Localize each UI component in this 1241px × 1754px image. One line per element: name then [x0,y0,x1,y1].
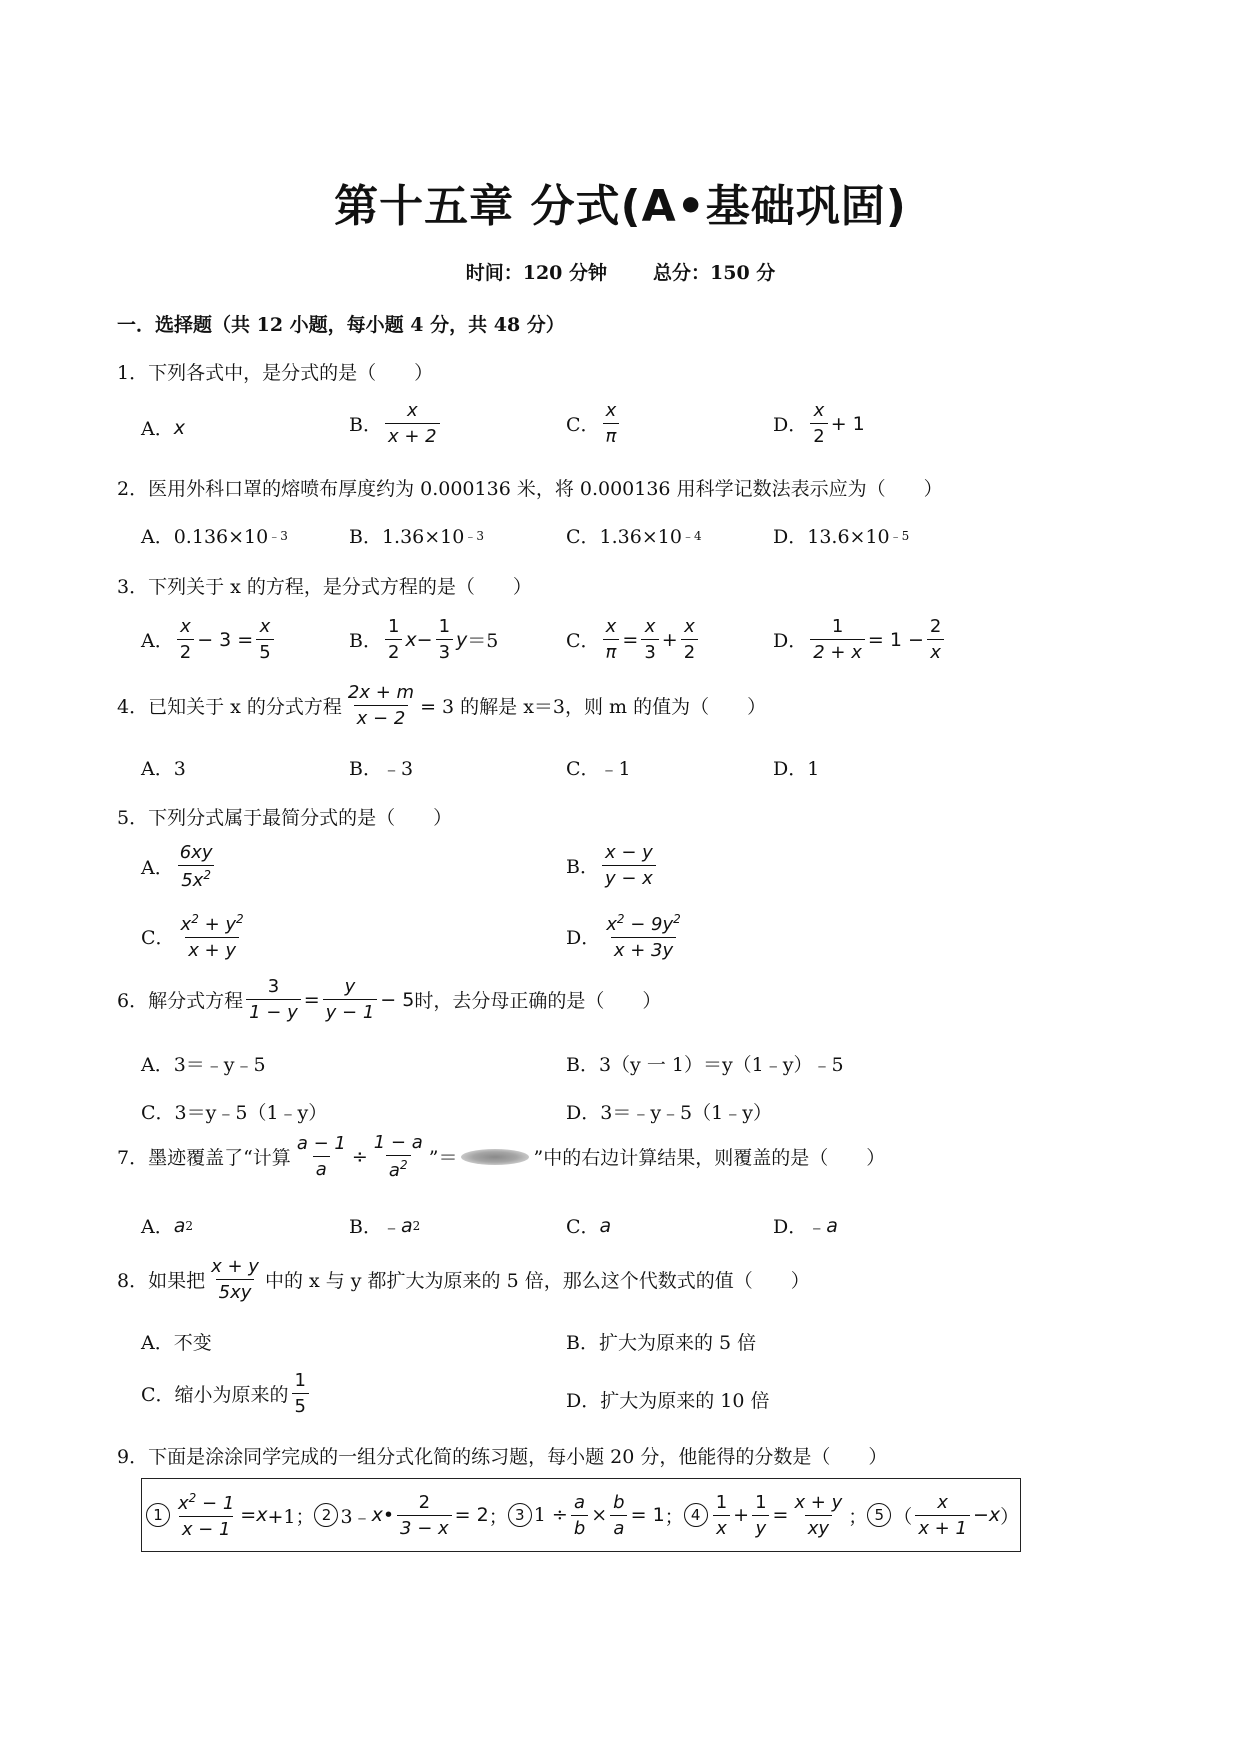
question-9-stem: 9．下面是涂涂同学完成的一组分式化简的练习题，每小题 20 分，他能得的分数是（ ） [117,1446,888,1468]
q2-option-c[interactable]: C．1.36×10 ﹣4 [566,526,702,548]
q1-option-c[interactable]: C． $\frac{x}{\pi}$ [566,400,622,447]
q4-option-a[interactable]: A．3 [141,758,186,780]
question-3-stem: 3．下列关于 x 的方程，是分式方程的是（ ） [117,576,532,598]
circle-2: 2 [314,1503,338,1527]
question-1-stem: 1．下列各式中，是分式的是（ ） [117,362,434,384]
q3-option-a[interactable]: A． $\frac{x}{2}$ − 3 = $\frac{x}{5}$ [141,616,277,663]
q3-option-b[interactable]: B． $\frac{1}{2}$ x − $\frac{1}{3}$ y ＝5 [349,616,499,663]
q1-option-b[interactable]: B． $\frac{x}{x + 2}$ [349,400,443,447]
question-7-stem: 7．墨迹覆盖了“计算 $\frac{a - 1}{a}$ ÷ $\frac{1 - a}{a^2}$ ”＝ ”中的右边计算结果，则覆盖的是（ ） [117,1132,886,1181]
q5-option-c[interactable]: C． $\frac{x^2 + y^2}{x + y}$ [141,912,244,961]
q7-option-a[interactable]: A． a 2 [141,1214,194,1238]
q7-option-d[interactable]: D．﹣ a [773,1214,838,1238]
q8-option-b[interactable]: B．扩大为原来的 5 倍 [566,1332,757,1354]
q6-option-b[interactable]: B．3（y 一 1）＝y（1﹣y）﹣5 [566,1054,844,1076]
question-6-stem: 6．解分式方程 $\frac{3}{1 - y}$ = $\frac{y}{y - 1}$ − 5 时，去分母正确的是（ ） [117,976,662,1023]
q6-option-d[interactable]: D．3＝﹣y﹣5（1﹣y） [566,1102,772,1124]
q3-option-c[interactable]: C． $\frac{x}{\pi}$ = $\frac{x}{3}$ + $\frac{x}{2}$ [566,616,701,663]
question-4-stem: 4．已知关于 x 的分式方程 $\frac{2x + m}{x - 2}$ = 3 的解是 x＝3，则 m 的值为（ ） [117,682,767,729]
exercise-box: 1 $\frac{x^2 - 1}{x - 1}$ = x +1； 2 3﹣ x • $\frac{2}{3 - x}$ = 2 ； 3 1 ÷ $\frac{a}{b}$ × $\frac{b}{a}$ = 1 ； 4 $\frac{1}{x}$ + $\frac{1}{y}$ = $\frac{x + y}{xy}$ ； 5 （ $\frac{x}{x + 1}$ − x ） [141,1478,1021,1552]
ink-blot [461,1149,529,1165]
q8-option-c[interactable]: C．缩小为原来的 $\frac{1}{5}$ [141,1370,312,1417]
q2-option-b[interactable]: B．1.36×10 ﹣3 [349,526,485,548]
time-label: 时间：120 分钟 [465,262,607,284]
q1-option-a[interactable]: A． x [141,416,185,440]
q6-option-a[interactable]: A．3＝﹣y﹣5 [141,1054,266,1076]
q4-option-c[interactable]: C．﹣1 [566,758,631,780]
circle-5: 5 [867,1503,891,1527]
exam-meta [0,258,1241,285]
q6-option-c[interactable]: C．3＝y﹣5（1﹣y） [141,1102,328,1124]
q4-option-b[interactable]: B．﹣3 [349,758,414,780]
section-heading: 一．选择题（共 12 小题，每小题 4 分，共 48 分） [117,314,565,336]
circle-3: 3 [508,1503,532,1527]
q5-option-b[interactable]: B． $\frac{x - y}{y - x}$ [566,842,659,889]
q2-option-d[interactable]: D．13.6×10 ﹣5 [773,526,910,548]
q8-option-d[interactable]: D．扩大为原来的 10 倍 [566,1390,770,1412]
circle-1: 1 [146,1503,170,1527]
question-2-stem: 2．医用外科口罩的熔喷布厚度约为 0.000136 米，将 0.000136 用科学记数法表示应为（ ） [117,478,943,500]
q7-option-c[interactable]: C． a [566,1214,612,1238]
q7-option-b[interactable]: B．﹣ a 2 [349,1214,421,1238]
q3-option-d[interactable]: D． $\frac{1}{2 + x}$ = 1 − $\frac{2}{x}$ [773,616,947,663]
q8-option-a[interactable]: A．不变 [141,1332,212,1354]
question-5-stem: 5．下列分式属于最简分式的是（ ） [117,807,453,829]
circle-4: 4 [684,1503,708,1527]
question-8-stem: 8．如果把 $\frac{x + y}{5xy}$ 中的 x 与 y 都扩大为原来的 5 倍，那么这个代数式的值（ ） [117,1256,810,1303]
q2-option-a[interactable]: A．0.136×10 ﹣3 [141,526,288,548]
q5-option-a[interactable]: A． $\frac{6xy}{5x^2}$ [141,842,213,891]
score-label: 总分：150 分 [653,262,776,284]
q4-option-d[interactable]: D．1 [773,758,820,780]
q1-option-d[interactable]: D． $\frac{x}{2}$ + 1 [773,400,865,447]
q5-option-d[interactable]: D． $\frac{x^2 - 9y^2}{x + 3y}$ [566,912,681,961]
page-title: 第十五章 分式(A•基础巩固) [334,181,907,232]
